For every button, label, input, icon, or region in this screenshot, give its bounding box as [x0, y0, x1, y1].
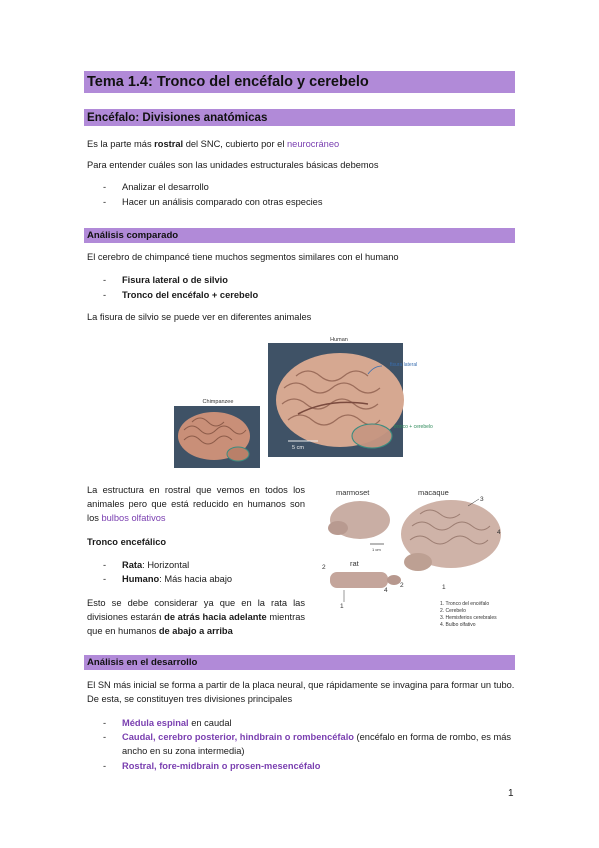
legend-item-3: 3. Hemisferios cerebrales: [440, 615, 497, 621]
list-item: [103, 273, 228, 287]
chimp-cerebellum: [227, 447, 249, 461]
note-fisura: fisura lateral: [390, 362, 418, 368]
legend-item-4: 4. Bulbo olfativo: [440, 622, 476, 628]
rat-brain-shape: [330, 572, 388, 588]
paragraph-chimpance: El cerebro de chimpancé tiene muchos segmentos similares con el humano: [87, 252, 399, 262]
text-run: Es la parte más: [87, 139, 155, 149]
text-run: del SNC, cubierto por el: [183, 139, 287, 149]
paragraph-rostral: [87, 137, 339, 151]
list-item: [103, 716, 232, 730]
list-dash: -: [103, 718, 107, 728]
highlight-rombencefalo: Caudal, cerebro posterior, hindbrain o rombencéfalo: [122, 732, 354, 742]
list-item-text: [103, 716, 232, 730]
list-dash: -: [103, 275, 107, 285]
list-item: [103, 180, 209, 194]
list-dash: -: [103, 182, 107, 192]
text-run: : Más hacia abajo: [159, 574, 233, 584]
legend-item-1: 1. Tronco del encéfalo: [440, 601, 490, 607]
macaque-cerebellum: [404, 553, 432, 571]
text-run: La estructura en rostral que vemos en todos los animales pero que está reducido en humanos son los: [87, 485, 305, 523]
human-cerebellum: [352, 424, 392, 448]
brain-comparison-figure: [172, 336, 434, 472]
list-dash: -: [103, 574, 107, 584]
scale-label-2: 1 cm: [372, 547, 381, 552]
text-run: : Horizontal: [142, 560, 190, 570]
page-number: 1: [508, 788, 514, 799]
paragraph-silvio: La fisura de silvio se puede ver en diferentes animales: [87, 312, 312, 322]
list-item: [103, 572, 232, 586]
macaque-label: macaque: [418, 488, 449, 497]
list-dash: -: [103, 560, 107, 570]
highlight-neurocraneo: neurocráneo: [286, 139, 340, 149]
rat-num-2: 2: [322, 564, 326, 571]
highlight-prosencefalo: Rostral, fore-midbrain o prosen-mesencéfalo: [122, 761, 321, 771]
list-item: [103, 558, 189, 572]
list-item-text: [103, 759, 320, 773]
bold-text: Tronco encefálico: [87, 537, 167, 547]
list-item-text: [103, 730, 515, 758]
list-item: [103, 288, 258, 302]
legend-item-2: 2. Cerebelo: [440, 608, 466, 614]
list-item-text: [103, 558, 189, 572]
page-title: Tema 1.4: Tronco del encéfalo y cerebelo: [84, 71, 515, 93]
rat-olfactory-bulb: [387, 575, 401, 585]
list-item-text: Tronco del encéfalo + cerebelo: [122, 290, 259, 300]
macaque-num-1: 1: [442, 584, 446, 591]
human-label: Human: [330, 337, 348, 343]
text-run: (encéfalo en forma de rombo, es más ancho en su zona intermedia): [122, 732, 512, 756]
bold-text: de atrás hacia adelante: [164, 612, 267, 622]
list-item: [103, 759, 320, 773]
rat-num-1: 1: [340, 603, 344, 610]
list-dash: -: [103, 761, 107, 771]
section-heading-divisiones: Encéfalo: Divisiones anatómicas: [84, 109, 515, 126]
list-dash: -: [103, 197, 107, 207]
species-brains-figure: [316, 486, 516, 632]
list-item-text: Hacer un análisis comparado con otras especies: [122, 197, 323, 207]
list-item-text: Analizar el desarrollo: [122, 182, 209, 192]
section-heading-comparado: Análisis comparado: [84, 228, 515, 243]
list-dash: -: [103, 732, 107, 742]
macaque-num-3: 3: [480, 496, 484, 503]
paragraph-unidades: Para entender cuáles son las unidades estructurales básicas debemos: [87, 160, 379, 170]
scale-label: 5 cm: [292, 445, 304, 451]
bold-text: Humano: [122, 574, 160, 584]
subheading-tronco: [87, 535, 166, 549]
text-run: en caudal: [188, 718, 232, 728]
highlight-bulbos-olfativos: bulbos olfativos: [101, 513, 166, 523]
bold-text: de abajo a arriba: [158, 626, 233, 636]
list-dash: -: [103, 290, 107, 300]
marmoset-label: marmoset: [336, 488, 370, 497]
list-item: [103, 195, 323, 209]
section-heading-desarrollo: Análisis en el desarrollo: [84, 655, 515, 670]
list-item-text: Fisura lateral o de silvio: [122, 275, 228, 285]
chimp-label: Chimpanzee: [202, 399, 234, 405]
highlight-medula: Médula espinal: [122, 718, 189, 728]
paragraph-placa-neural: El SN más inicial se forma a partir de la placa neural, que rápidamente se invagina para formar un tubo. De esta, se constituyen tres divisiones principales: [87, 680, 515, 704]
marmoset-cerebellum: [328, 521, 348, 535]
list-item: [103, 730, 515, 758]
paragraph-divisiones: [87, 596, 305, 638]
note-tronco: tronco + cerebelo: [394, 424, 433, 430]
bold-text: Rata: [122, 560, 143, 570]
list-item-text: [103, 572, 232, 586]
bold-text: rostral: [154, 139, 184, 149]
rat-label: rat: [350, 559, 359, 568]
rat-num-4: 4: [384, 587, 388, 594]
paragraph-bulbos: [87, 483, 305, 525]
text-run: Esto se debe considerar ya que en la rata las divisiones estarán: [87, 598, 305, 622]
macaque-num-4: 4: [497, 529, 501, 536]
text-run: mientras que en humanos: [87, 612, 306, 636]
macaque-num-2: 2: [400, 582, 404, 589]
